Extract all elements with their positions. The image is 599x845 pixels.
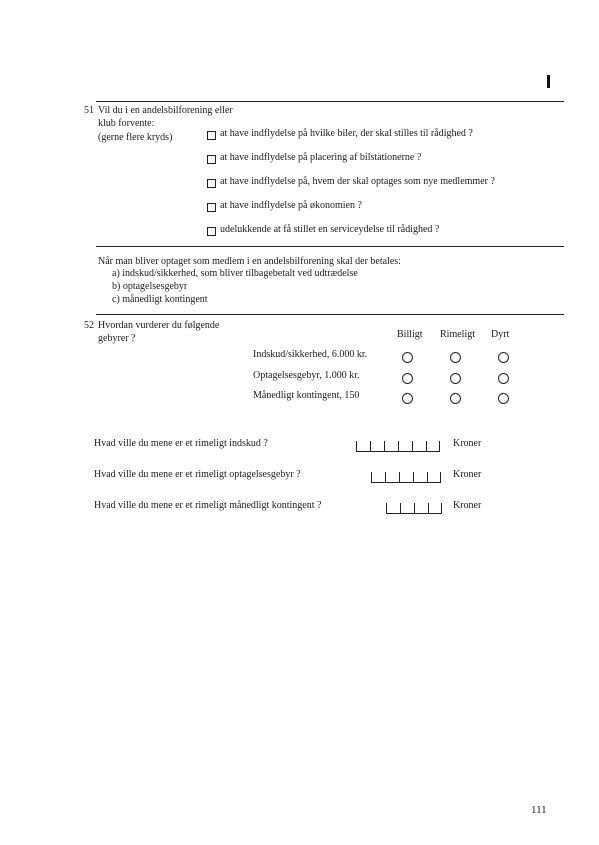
rating-row-1-dyrt-radio[interactable] xyxy=(498,352,509,363)
column-header-dyrt: Dyrt xyxy=(491,329,510,340)
indskud-unit: Kroner xyxy=(453,438,482,449)
rating-row-3-label: Månedligt kontingent, 150 xyxy=(253,390,360,401)
section-divider-info xyxy=(96,314,564,315)
amount-question-indskud: Hvad ville du mene er et rimeligt indskud ? xyxy=(94,438,268,449)
amount-question-optagelsesgebyr: Hvad ville du mene er et rimeligt optagelsesgebyr ? xyxy=(94,469,301,480)
rating-row-2-billigt-radio[interactable] xyxy=(402,373,413,384)
q51-option-4-checkbox[interactable] xyxy=(207,203,216,212)
question-51-text-line1: Vil du i en andelsbilforening eller xyxy=(98,105,233,116)
rating-row-3-dyrt-radio[interactable] xyxy=(498,393,509,404)
margin-mark xyxy=(547,75,550,88)
column-header-rimeligt: Rimeligt xyxy=(440,329,475,340)
section-divider-top xyxy=(96,101,564,102)
rating-row-2-rimeligt-radio[interactable] xyxy=(450,373,461,384)
amount-question-kontingent: Hvad ville du mene er et rimeligt månedligt kontingent ? xyxy=(94,500,322,511)
rating-row-1-billigt-radio[interactable] xyxy=(402,352,413,363)
rating-row-1-label: Indskud/sikkerhed, 6.000 kr. xyxy=(253,349,368,360)
optagelsesgebyr-unit: Kroner xyxy=(453,469,482,480)
q51-option-2-checkbox[interactable] xyxy=(207,155,216,164)
fees-item-b: b) optagelsesgebyr xyxy=(112,281,188,292)
column-header-billigt: Billigt xyxy=(397,329,423,340)
rating-row-2-label: Optagelsesgebyr, 1.000 kr. xyxy=(253,370,360,381)
fees-intro: Når man bliver optaget som medlem i en andelsbilforening skal der betales: xyxy=(98,256,401,267)
optagelsesgebyr-digit-boxes[interactable] xyxy=(371,472,441,483)
q51-option-2-label: at have indflydelse på placering af bilstationerne ? xyxy=(220,152,422,163)
question-52-text-line1: Hvordan vurderer du følgende xyxy=(98,320,220,331)
section-divider-51 xyxy=(96,246,564,247)
q51-option-5-label: udelukkende at få stillet en serviceydelse til rådighed ? xyxy=(220,224,440,235)
fees-item-a: a) indskud/sikkerhed, som bliver tilbagebetalt ved udtrædelse xyxy=(112,268,358,279)
kontingent-digit-boxes[interactable] xyxy=(386,503,442,514)
question-51-instruction: (gerne flere kryds) xyxy=(98,132,173,143)
q51-option-3-label: at have indflydelse på, hvem der skal optages som nye medlemmer ? xyxy=(220,176,495,187)
rating-row-3-billigt-radio[interactable] xyxy=(402,393,413,404)
indskud-digit-boxes[interactable] xyxy=(356,441,440,452)
q51-option-3-checkbox[interactable] xyxy=(207,179,216,188)
kontingent-unit: Kroner xyxy=(453,500,482,511)
rating-row-1-rimeligt-radio[interactable] xyxy=(450,352,461,363)
rating-row-3-rimeligt-radio[interactable] xyxy=(450,393,461,404)
question-51-text-line2: klub forvente: xyxy=(98,118,155,129)
page-number: 111 xyxy=(531,804,547,816)
q51-option-1-checkbox[interactable] xyxy=(207,131,216,140)
question-52-text-line2: gebyrer ? xyxy=(98,333,136,344)
q51-option-4-label: at have indflydelse på økonomien ? xyxy=(220,200,362,211)
rating-row-2-dyrt-radio[interactable] xyxy=(498,373,509,384)
question-51-number: 51 xyxy=(84,105,94,116)
question-52-number: 52 xyxy=(84,320,94,331)
fees-item-c: c) månedligt kontingent xyxy=(112,294,208,305)
q51-option-5-checkbox[interactable] xyxy=(207,227,216,236)
q51-option-1-label: at have indflydelse på hvilke biler, der skal stilles til rådighed ? xyxy=(220,128,473,139)
